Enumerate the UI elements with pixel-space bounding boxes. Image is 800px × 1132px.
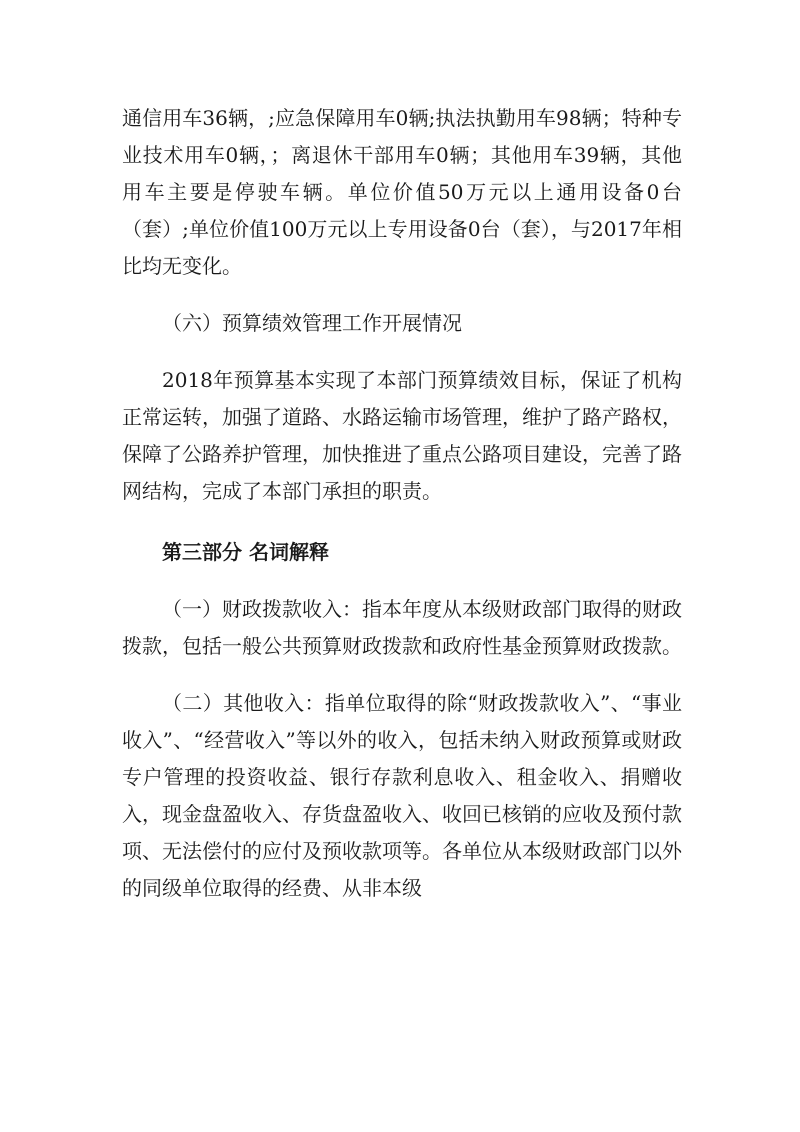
document-body <box>122 100 682 907</box>
other-income-paragraph: （二）其他收入：指单位取得的除“财政拨款收入”、“事业收入”、“经营收入”等以外的收入，包括未纳入财政预算或财政专户管理的投资收益、银行存款利息收入、租金收入、捐赠收入，现金盘盈收入、存货盘盈收入、收回已核销的应收及预付款项、无法偿付的应付及预收款项等。各单位从本级财政部门以外的同级单位取得的经费、从非本级 <box>122 691 682 900</box>
vehicle-assets-paragraph: 通信用车36辆，;应急保障用车0辆;执法执勤用车98辆；特种专业技术用车0辆，；离退休干部用车0辆；其他用车39辆，其他用车主要是停驶车辆。单位价值50万元以上通用设备0台（套）;单位价值100万元以上专用设备0台（套），与2017年相比均无变化。 <box>122 106 682 278</box>
fiscal-income-paragraph: （一）财政拨款收入：指本年度从本级财政部门取得的财政拨款，包括一般公共预算财政拨款和政府性基金预算财政拨款。 <box>122 597 682 658</box>
performance-subheading: （六）预算绩效管理工作开展情况 <box>162 311 462 335</box>
section-heading: 第三部分 名词解释 <box>162 540 329 564</box>
performance-paragraph: 2018年预算基本实现了本部门预算绩效目标，保证了机构正常运转，加强了道路、水路运输市场管理，维护了路产路权，保障了公路养护管理，加快推进了重点公路项目建设，完善了路网结构，完成了本部门承担的职责。 <box>122 368 682 503</box>
